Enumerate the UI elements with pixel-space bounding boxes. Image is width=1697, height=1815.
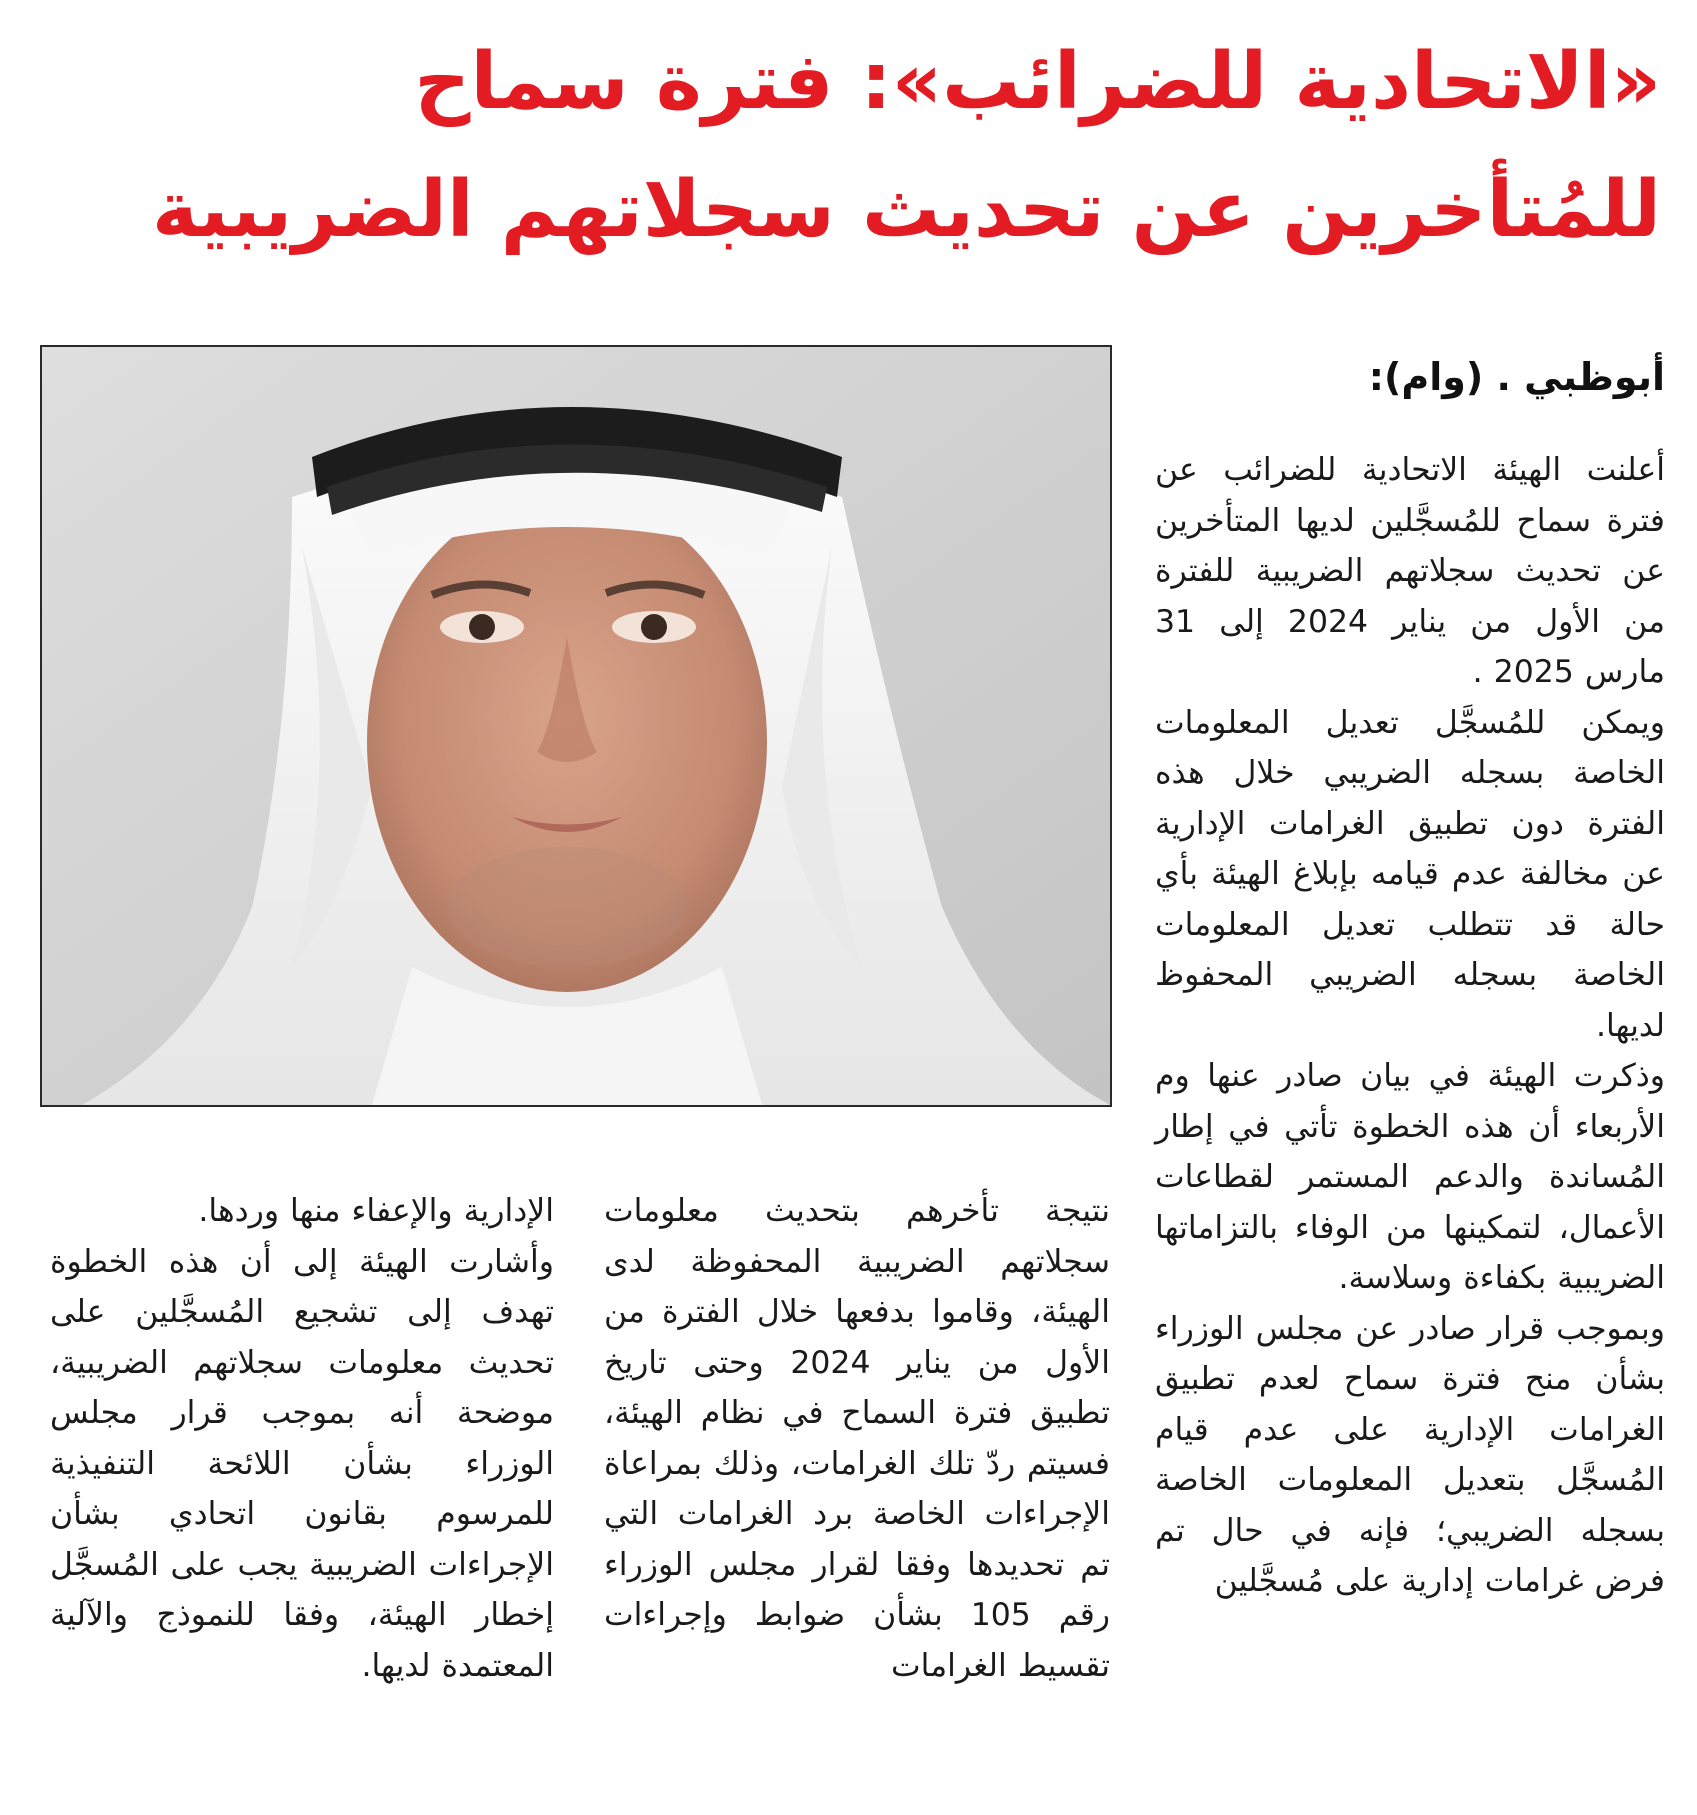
article-column-left [50, 1186, 554, 1691]
headline: «الاتحادية للضرائب»: فترة سماح للمُتأخرين عن تحديث سجلاتهم الضريبية [151, 37, 1661, 255]
paragraph: الإدارية والإعفاء منها وردها. [198, 1193, 554, 1229]
paragraph: وبموجب قرار صادر عن مجلس الوزراء بشأن منح فترة سماح لعدم تطبيق الغرامات الإدارية على عدم قيام المُسجَّل بتعديل المعلومات الخاصة بسجله الضريبي؛ فإنه في حال تم فرض غرامات إدارية على مُسجَّلين [1155, 1310, 1665, 1599]
paragraph: ويمكن للمُسجَّل تعديل المعلومات الخاصة بسجله الضريبي خلال هذه الفترة دون تطبيق الغرامات الإدارية عن مخالفة عدم قيامه بإبلاغ الهيئة بأي حالة قد تتطلب تعديل المعلومات الخاصة بسجله الضريبي المحفوظ لديها. [1155, 704, 1665, 1044]
article-column-right [1155, 445, 1665, 1607]
portrait-illustration [42, 347, 1110, 1105]
article-column-middle [604, 1186, 1110, 1691]
portrait-photo [40, 345, 1112, 1107]
paragraph: وأشارت الهيئة إلى أن هذه الخطوة تهدف إلى تشجيع المُسجَّلين على تحديث معلومات سجلاتهم الضريبية، موضحة أنه بموجب قرار مجلس الوزراء بشأن اللائحة التنفيذية للمرسوم بقانون اتحادي بشأن الإجراءات الضريبية يجب على المُسجَّل إخطار الهيئة، وفقا للنموذج والآلية المعتمدة لديها. [50, 1243, 554, 1684]
paragraph: نتيجة تأخرهم بتحديث معلومات سجلاتهم الضريبية المحفوظة لدى الهيئة، وقاموا بدفعها خلال الفترة من الأول من يناير 2024 وحتى تاريخ تطبيق فترة السماح في نظام الهيئة، فسيتم ردّ تلك الغرامات، وذلك بمراعاة الإجراءات الخاصة برد الغرامات التي تم تحديدها وفقا لقرار مجلس الوزراء رقم 105 بشأن ضوابط وإجراءات تقسيط الغرامات [604, 1193, 1110, 1684]
paragraph: وذكرت الهيئة في بيان صادر عنها وم الأربعاء أن هذه الخطوة تأتي في إطار المُساندة والدعم المستمر لقطاعات الأعمال، لتمكينها من الوفاء بالتزاماتها الضريبية بكفاءة وسلاسة. [1155, 1058, 1665, 1296]
dateline: أبوظبي . (وام): [1368, 355, 1665, 399]
paragraph: أعلنت الهيئة الاتحادية للضرائب عن فترة سماح للمُسجَّلين لديها المتأخرين عن تحديث سجلاتهم الضريبية للفترة من الأول من يناير 2024 إلى 31 مارس 2025 . [1155, 452, 1665, 690]
